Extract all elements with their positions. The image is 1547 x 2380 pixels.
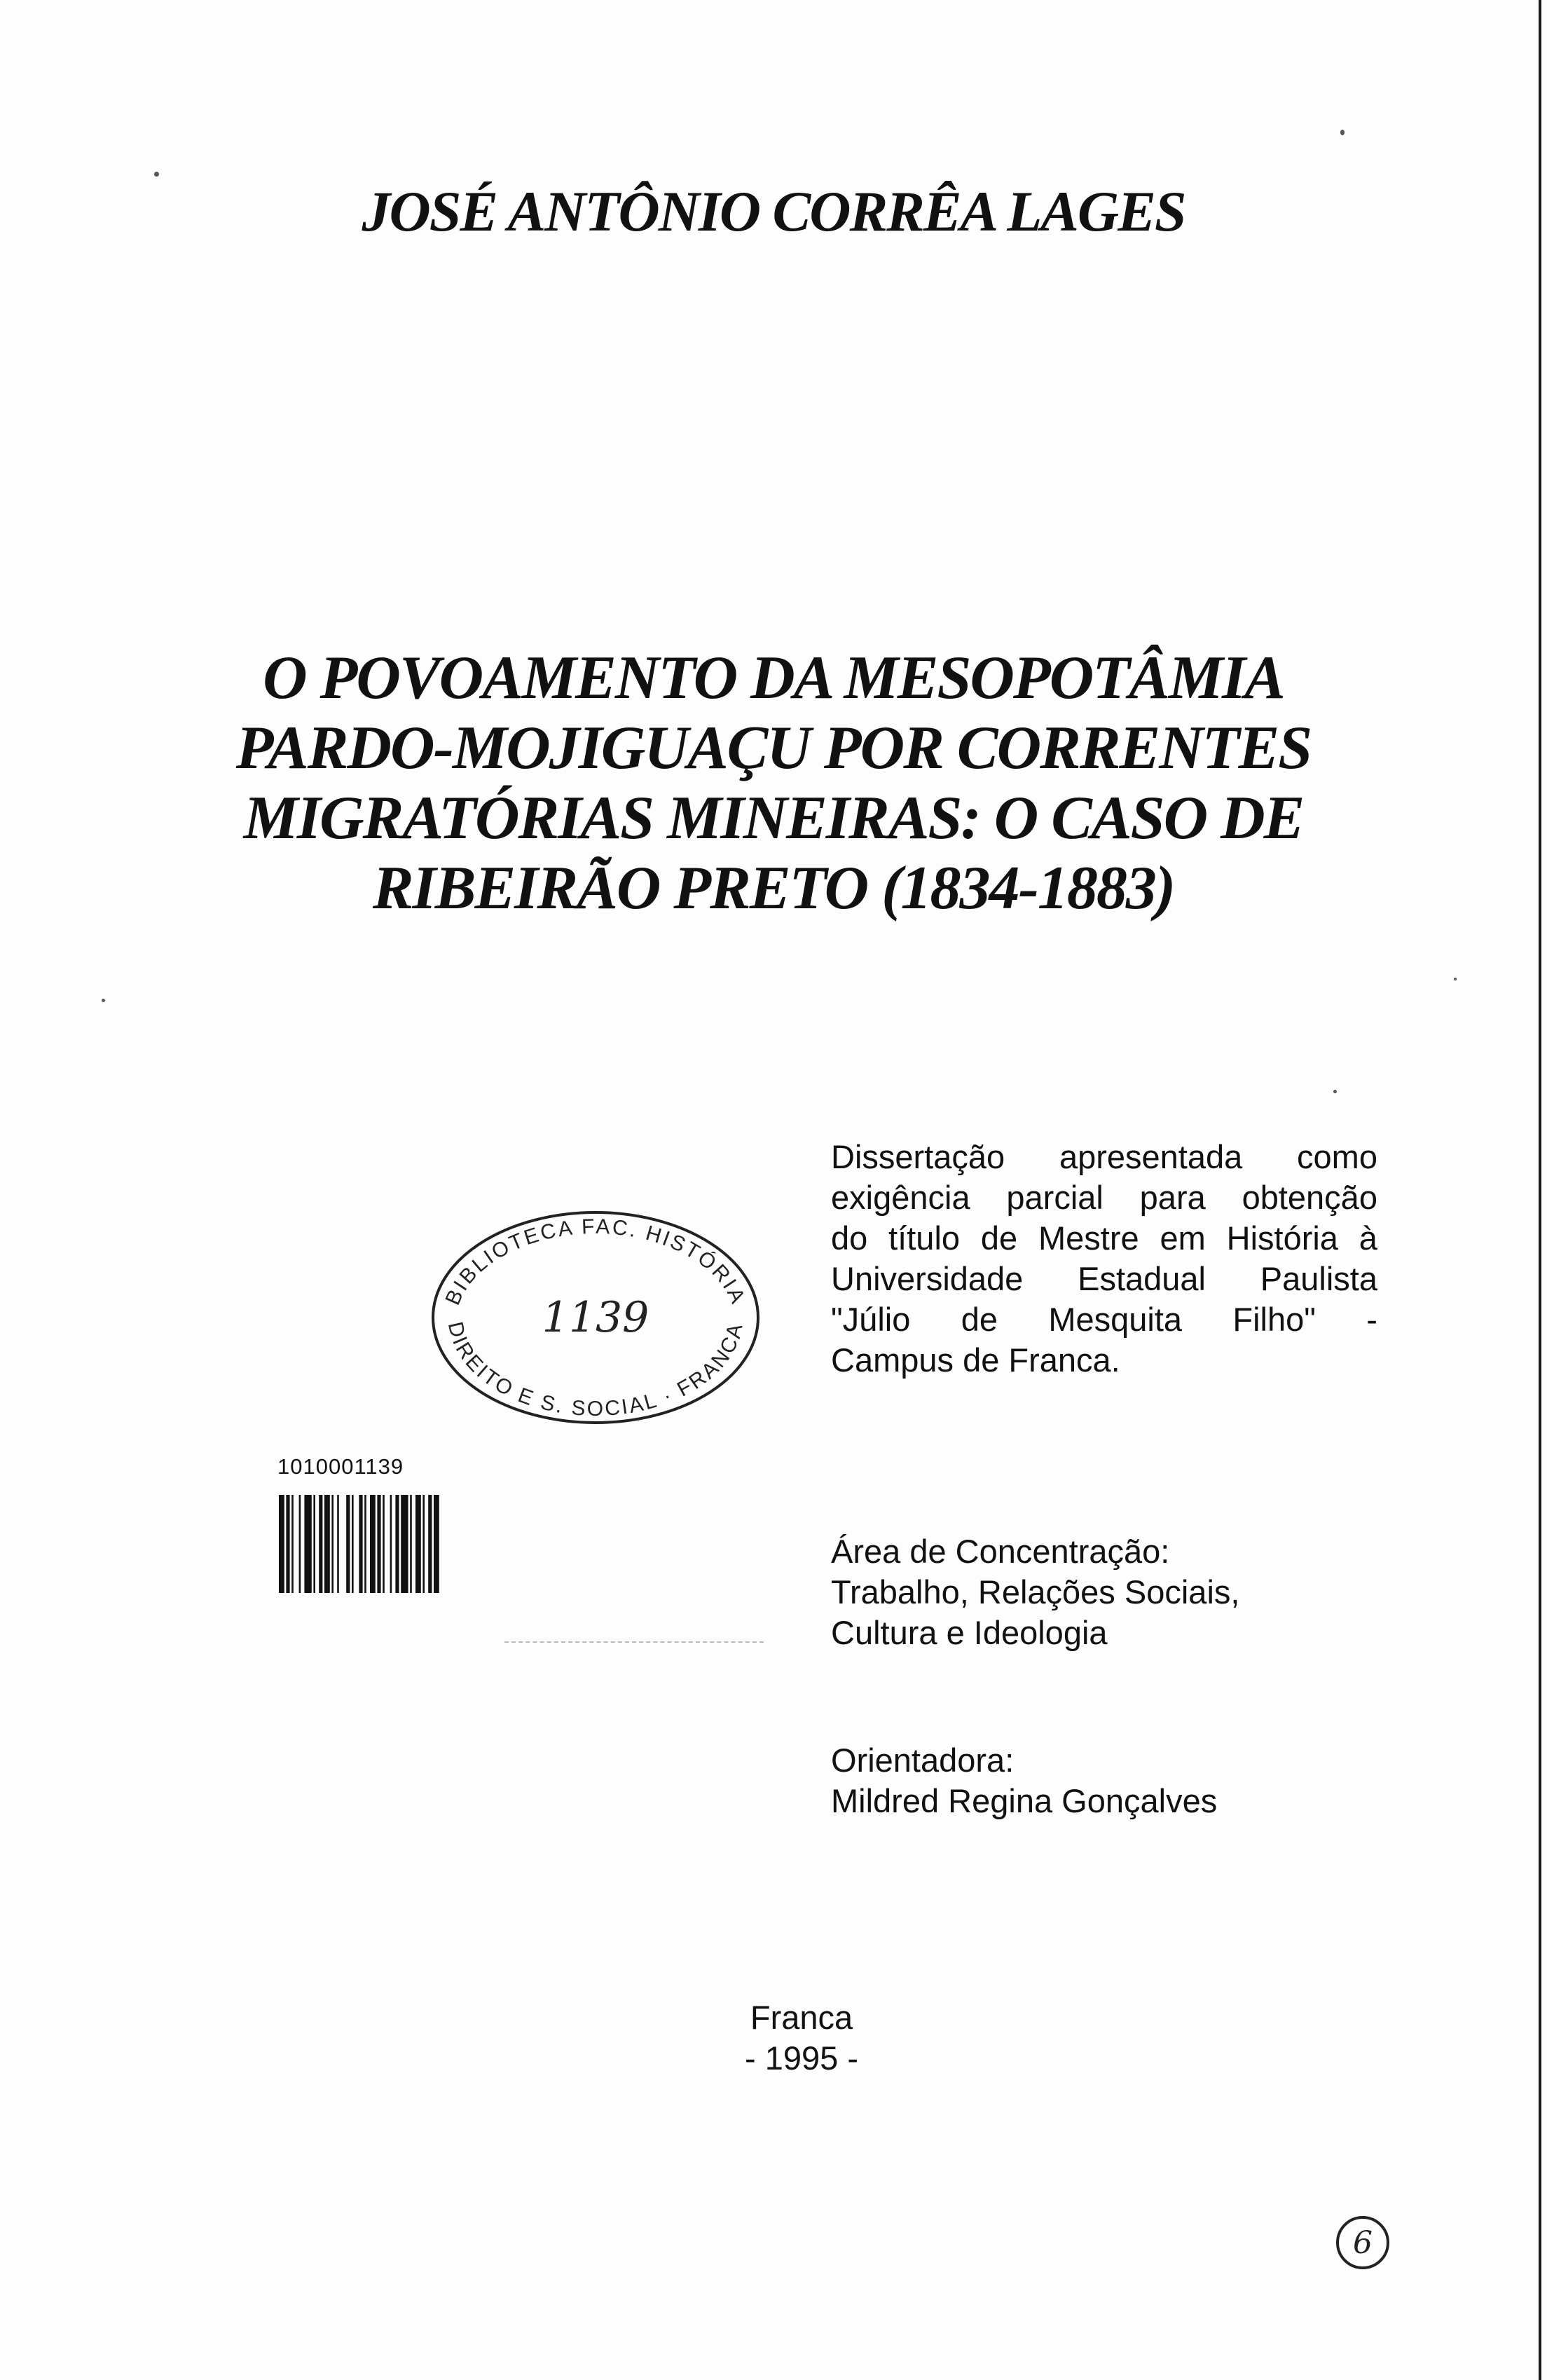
barcode-bar bbox=[286, 1495, 289, 1593]
barcode-bar bbox=[401, 1495, 408, 1593]
scan-speck bbox=[1454, 978, 1457, 980]
barcode-bar bbox=[415, 1495, 421, 1593]
barcode-bar bbox=[304, 1495, 311, 1593]
advisor-block bbox=[831, 1740, 1377, 1821]
word: obtenção bbox=[1242, 1179, 1377, 1216]
barcode-bar bbox=[377, 1495, 380, 1593]
stamp-number: 1139 bbox=[542, 1293, 649, 1342]
title-line: RIBEIRÃO PRETO (1834-1883) bbox=[372, 854, 1175, 922]
word: à bbox=[1359, 1219, 1377, 1257]
statement-line bbox=[831, 1259, 1377, 1299]
barcode-bar bbox=[331, 1495, 334, 1593]
barcode-bar bbox=[279, 1495, 284, 1593]
scan-speck bbox=[102, 999, 105, 1002]
scan-speck bbox=[1340, 130, 1345, 135]
barcode-bar bbox=[359, 1495, 362, 1593]
page-number: 6 bbox=[1353, 2225, 1373, 2261]
barcode-bar bbox=[410, 1495, 412, 1593]
barcode-bar bbox=[319, 1495, 322, 1593]
statement-line bbox=[831, 1177, 1377, 1218]
word: Filho" bbox=[1232, 1301, 1316, 1338]
city: Franca bbox=[750, 1999, 853, 2036]
word: - bbox=[1366, 1301, 1377, 1338]
barcode-bar bbox=[291, 1495, 294, 1593]
word: para bbox=[1139, 1179, 1206, 1216]
word: título bbox=[888, 1219, 961, 1257]
word: como bbox=[1297, 1138, 1377, 1175]
word: Estadual bbox=[1078, 1260, 1206, 1297]
barcode-bar bbox=[337, 1495, 339, 1593]
word: "Júlio bbox=[831, 1301, 911, 1338]
concentration-label: Área de Concentração: bbox=[831, 1533, 1170, 1570]
word: de bbox=[961, 1301, 998, 1338]
barcode-bar bbox=[383, 1495, 385, 1593]
concentration-area bbox=[831, 1531, 1377, 1653]
scan-speck bbox=[154, 172, 159, 177]
scan-speck bbox=[1333, 1090, 1337, 1093]
word: Dissertação bbox=[831, 1138, 1005, 1175]
statement-line bbox=[831, 1137, 1377, 1177]
word: Universidade bbox=[831, 1260, 1024, 1297]
title-line: O POVOAMENTO DA MESOPOTÂMIA bbox=[263, 644, 1284, 712]
barcode-label bbox=[277, 1454, 572, 1596]
stamp-top-text: BIBLIOTECA FAC. HISTÓRIA bbox=[441, 1215, 750, 1309]
barcode-bar bbox=[352, 1495, 354, 1593]
word: em bbox=[1160, 1219, 1206, 1257]
concentration-line: Cultura e Ideologia bbox=[831, 1614, 1108, 1651]
statement-line bbox=[831, 1218, 1377, 1259]
faint-divider bbox=[504, 1641, 764, 1643]
barcode-bar bbox=[346, 1495, 350, 1593]
word: exigência bbox=[831, 1179, 970, 1216]
author-name: JOSÉ ANTÔNIO CORRÊA LAGES bbox=[362, 179, 1185, 243]
word: Mesquita bbox=[1048, 1301, 1183, 1338]
title-line: PARDO-MOJIGUAÇU POR CORRENTES bbox=[235, 714, 1312, 782]
concentration-line: Trabalho, Relações Sociais, bbox=[831, 1573, 1240, 1610]
barcode-number: 1010001139 bbox=[277, 1454, 404, 1479]
statement-line bbox=[831, 1299, 1377, 1340]
barcode-bar bbox=[390, 1495, 392, 1593]
place-date bbox=[633, 1997, 970, 2079]
advisor-name: Mildred Regina Gonçalves bbox=[831, 1782, 1218, 1819]
word: apresentada bbox=[1059, 1138, 1243, 1175]
word: parcial bbox=[1006, 1179, 1103, 1216]
barcode-bar bbox=[299, 1495, 301, 1593]
page-number-marker bbox=[1331, 2211, 1394, 2274]
barcode-bar bbox=[422, 1495, 425, 1593]
stamp-bottom-text: DIREITO E S. SOCIAL · FRANCA bbox=[443, 1320, 748, 1421]
word: Paulista bbox=[1260, 1260, 1377, 1297]
word: de bbox=[980, 1219, 1018, 1257]
thesis-title bbox=[210, 643, 1337, 924]
barcode-bar bbox=[434, 1495, 439, 1593]
word: do bbox=[831, 1219, 868, 1257]
dissertation-statement bbox=[831, 1137, 1377, 1381]
year: - 1995 - bbox=[745, 2039, 858, 2077]
barcode-bar bbox=[428, 1495, 432, 1593]
library-stamp bbox=[427, 1205, 764, 1430]
scan-edge bbox=[1539, 0, 1541, 2380]
barcode-bar bbox=[313, 1495, 315, 1593]
barcode-bar bbox=[395, 1495, 399, 1593]
advisor-label: Orientadora: bbox=[831, 1742, 1015, 1779]
word: História bbox=[1226, 1219, 1338, 1257]
word: Mestre bbox=[1038, 1219, 1139, 1257]
barcode-bar bbox=[364, 1495, 366, 1593]
barcode bbox=[277, 1495, 565, 1593]
barcode-bar bbox=[370, 1495, 376, 1593]
title-line: MIGRATÓRIAS MINEIRAS: O CASO DE bbox=[243, 784, 1304, 852]
statement-line: Campus de Franca. bbox=[831, 1341, 1120, 1379]
barcode-bar bbox=[324, 1495, 330, 1593]
